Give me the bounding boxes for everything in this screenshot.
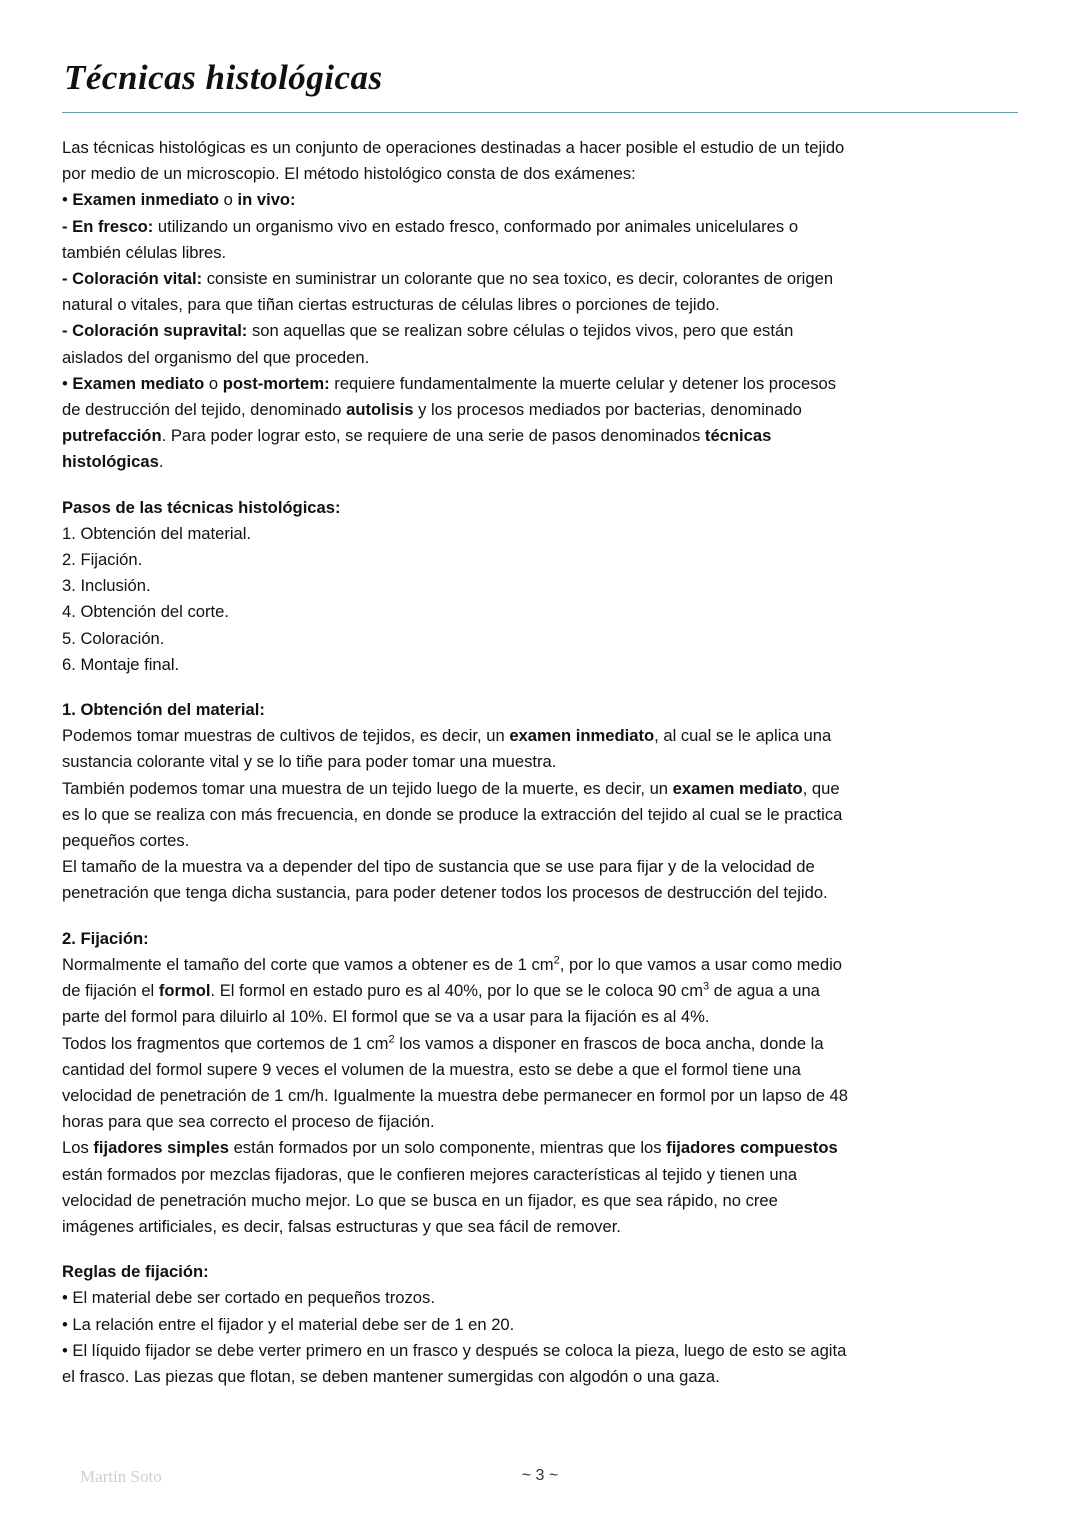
- fijacion-text-2: , por lo que vamos a usar como medio: [559, 954, 842, 974]
- spacer: [62, 678, 1014, 697]
- superscript-2b: 2: [388, 1032, 395, 1045]
- en-fresco-text: utilizando un organismo vivo en estado fresco, conformado por animales unicelulares o: [153, 216, 799, 236]
- obtencion-text-2: , al cual se le aplica una: [654, 726, 832, 746]
- intro-line-2: por medio de un microscopio. El método histológico consta de dos exámenes:: [62, 164, 636, 184]
- coloracion-vital-text: consiste en suministrar un colorante que no sea toxico, es decir, colorantes de origen: [202, 269, 834, 289]
- tecnicas-term: técnicas: [704, 426, 772, 446]
- superscript-3: 3: [703, 980, 710, 993]
- formol-term: formol: [158, 981, 211, 1001]
- fijacion-text-7: los vamos a disponer en frascos de boca ancha, donde la: [394, 1033, 824, 1053]
- superscript-2: 2: [553, 954, 560, 967]
- examen-mediato-label: Examen mediato: [72, 373, 205, 393]
- histologicas-term: histológicas: [62, 452, 159, 472]
- fijacion-line-1: [62, 952, 1014, 978]
- examen-mediato-text-3: y los procesos mediados por bacterias, denominado: [413, 400, 802, 420]
- examen-mediato-text-4: . Para poder lograr esto, se requiere de una serie de pasos denominados: [161, 426, 705, 446]
- regla-item-3: • El líquido fijador se debe verter primero en un frasco y después se coloca la pieza, luego de esto se agita: [62, 1340, 847, 1360]
- spacer: [62, 907, 1014, 926]
- fijadores-simples-term: fijadores simples: [93, 1138, 229, 1158]
- fijacion-heading: [62, 926, 1014, 952]
- fijacion-line-5: cantidad del formol supere 9 veces el volumen de la muestra, esto se debe a que el formol tiene una: [62, 1059, 801, 1079]
- examen-inmediato-term: examen inmediato: [509, 726, 655, 746]
- fijacion-text-6: Todos los fragmentos que cortemos de 1 cm: [62, 1033, 389, 1053]
- regla-item-2: • La relación entre el fijador y el material debe ser de 1 en 20.: [62, 1314, 515, 1334]
- footer-author: Martin Soto: [80, 1467, 162, 1486]
- pasos-item: 1. Obtención del material.: [62, 523, 252, 543]
- footer-page-number: ~ 3 ~: [521, 1467, 559, 1484]
- reglas-heading-text: Reglas de fijación:: [62, 1262, 209, 1282]
- regla-item-3-cont: el frasco. Las piezas que flotan, se deben mantener sumergidas con algodón o una gaza.: [62, 1366, 720, 1386]
- examen-mediato-line-1: [62, 371, 1014, 397]
- obtencion-text-4: , que: [802, 778, 840, 798]
- regla-item-1: • El material debe ser cortado en pequeños trozos.: [62, 1288, 435, 1308]
- obtencion-heading-text: 1. Obtención del material:: [62, 700, 265, 720]
- examen-mediato-text-1: requiere fundamentalmente la muerte celular y detener los procesos: [329, 373, 837, 393]
- coloracion-vital-line-2: natural o vitales, para que tiñan ciertas estructuras de células libres o porciones de tejido.: [62, 295, 720, 315]
- putrefaccion-term: putrefacción: [62, 426, 162, 446]
- post-mortem-label: post-mortem:: [222, 373, 330, 393]
- obtencion-line-7: penetración que tenga dicha sustancia, para poder detener todos los procesos de destrucción del tejido.: [62, 883, 828, 903]
- autolisis-term: autolisis: [346, 400, 414, 420]
- coloracion-supravital-label: - Coloración supravital:: [62, 321, 248, 341]
- reglas-heading: [62, 1259, 1014, 1285]
- coloracion-vital-label: - Coloración vital:: [62, 269, 203, 289]
- fijacion-line-7: horas para que sea correcto el proceso de fijación.: [62, 1112, 435, 1132]
- pasos-item: 5. Coloración.: [62, 628, 165, 648]
- examen-inmediato-label: Examen inmediato: [72, 190, 220, 210]
- bullet-marker-2: •: [62, 373, 73, 393]
- obtencion-line-4: es lo que se realiza con más frecuencia, en donde se produce la extracción del tejido al cual se le practica: [62, 804, 843, 824]
- examen-mediato-line-4: [62, 449, 1014, 475]
- intro-line-1: Las técnicas histológicas es un conjunto de operaciones destinadas a hacer posible el estudio de un tejido: [62, 138, 845, 157]
- page-title: Técnicas histológicas: [64, 58, 383, 97]
- obtencion-line-3: [62, 776, 1014, 802]
- coloracion-vital-line: [62, 266, 1014, 292]
- fijacion-line-10: velocidad de penetración mucho mejor. Lo que se busca en un fijador, es que sea rápido, no cree: [62, 1190, 778, 1210]
- en-fresco-line-2: también células libres.: [62, 242, 227, 262]
- fijacion-line-11: imágenes artificiales, es decir, falsas estructuras y que sea fácil de remover.: [62, 1216, 621, 1236]
- fijacion-line-2: [62, 978, 1014, 1004]
- fijacion-line-9: están formados por mezclas fijadoras, que le confieren mejores características al tejido y tienen una: [62, 1164, 798, 1184]
- bullet-marker: •: [62, 190, 73, 210]
- pasos-heading: [62, 495, 1014, 521]
- fijacion-text-4: . El formol en estado puro es al 40%, por lo que se le coloca 90 cm: [210, 981, 704, 1001]
- fijacion-text-1: Normalmente el tamaño del corte que vamos a obtener es de 1 cm: [62, 954, 554, 974]
- in-vivo-label: in vivo:: [237, 190, 296, 210]
- obtencion-line-1: [62, 723, 1014, 749]
- examen-mediato-line-3: [62, 423, 1014, 449]
- examen-mediato-text-5: .: [158, 452, 164, 472]
- fijacion-text-8: Los: [62, 1138, 94, 1158]
- pasos-item: 2. Fijación.: [62, 550, 143, 570]
- obtencion-line-2: sustancia colorante vital y se lo tiñe para poder tomar una muestra.: [62, 752, 557, 772]
- pasos-heading-text: Pasos de las técnicas histológicas:: [62, 497, 341, 517]
- obtencion-line-5: pequeños cortes.: [62, 831, 190, 851]
- fijacion-line-8: [62, 1135, 1014, 1161]
- coloracion-supravital-line: [62, 318, 1014, 344]
- fijacion-line-4: [62, 1031, 1014, 1057]
- coloracion-supravital-text: son aquellas que se realizan sobre células o tejidos vivos, pero que están: [247, 321, 794, 341]
- examen-mediato-line-2: [62, 397, 1014, 423]
- fijacion-heading-text: 2. Fijación:: [62, 928, 149, 948]
- conjunction-2: o: [204, 373, 223, 393]
- pasos-item: 3. Inclusión.: [62, 576, 151, 596]
- examen-mediato-term: examen mediato: [672, 778, 803, 798]
- fijadores-compuestos-term: fijadores compuestos: [666, 1138, 838, 1158]
- obtencion-line-6: El tamaño de la muestra va a depender del tipo de sustancia que se use para fijar y de la velocidad de: [62, 857, 815, 877]
- document-body: [62, 135, 1014, 1390]
- pasos-item: 6. Montaje final.: [62, 654, 180, 674]
- coloracion-supravital-line-2: aislados del organismo del que proceden.: [62, 347, 370, 367]
- conjunction: o: [219, 190, 238, 210]
- fijacion-line-6: velocidad de penetración de 1 cm/h. Igualmente la muestra debe permanecer en formol por un lapso de 48: [62, 1085, 848, 1105]
- page-footer: [0, 1467, 1080, 1491]
- title-divider: [62, 112, 1018, 113]
- fijacion-text-9: están formados por un solo componente, mientras que los: [228, 1138, 667, 1158]
- spacer: [62, 476, 1014, 495]
- fijacion-text-3: de fijación el: [62, 981, 159, 1001]
- pasos-item: 4. Obtención del corte.: [62, 602, 229, 622]
- examen-mediato-text-2: de destrucción del tejido, denominado: [62, 400, 347, 420]
- fijacion-line-3: parte del formol para diluirlo al 10%. El formol que se va a usar para la fijación es al 4%.: [62, 1007, 710, 1027]
- fijacion-text-5: de agua a una: [709, 981, 820, 1001]
- obtencion-heading: [62, 697, 1014, 723]
- obtencion-text-3: También podemos tomar una muestra de un tejido luego de la muerte, es decir, un: [62, 778, 673, 798]
- en-fresco-line: [62, 214, 1014, 240]
- en-fresco-label: - En fresco:: [62, 216, 154, 236]
- spacer: [62, 1240, 1014, 1259]
- examen-inmediato-heading: [62, 187, 1014, 213]
- obtencion-text-1: Podemos tomar muestras de cultivos de tejidos, es decir, un: [62, 726, 510, 746]
